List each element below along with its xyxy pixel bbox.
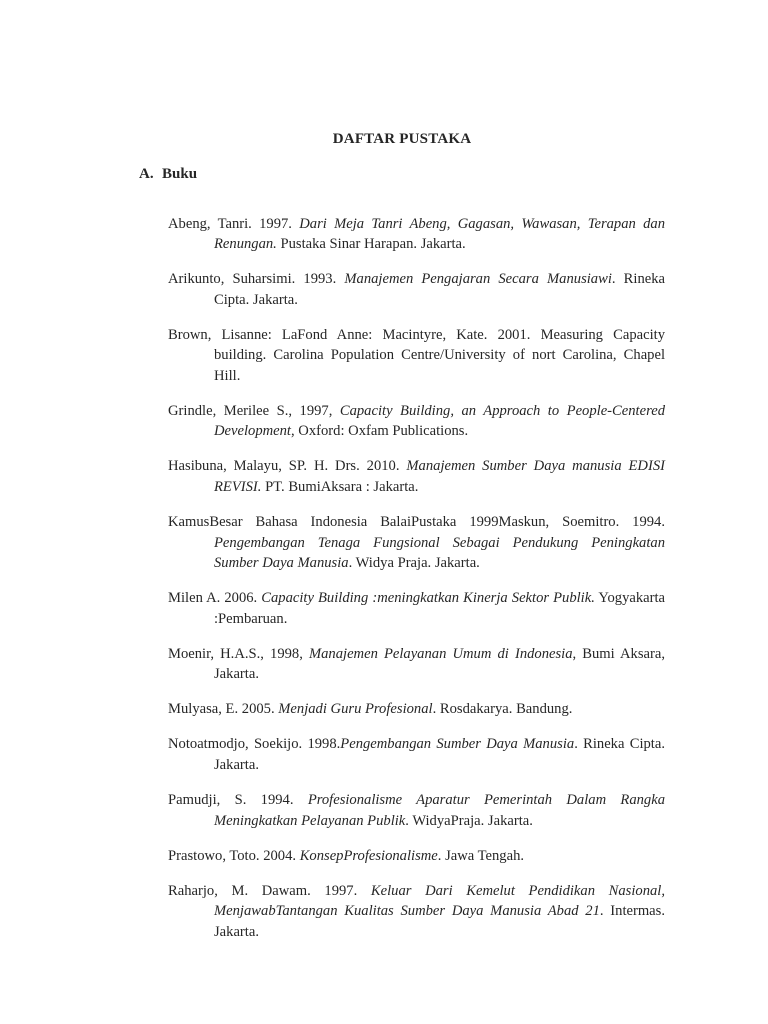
reference-entry	[168, 269, 665, 310]
reference-title: Keluar Dari Kemelut Pendidikan Nasional, MenjawabTantangan Kualitas Sumber Daya Manusia Abad 21	[214, 882, 665, 920]
reference-text: , Bumi Aksara, Jakarta.	[214, 645, 665, 683]
reference-text: KamusBesar Bahasa Indonesia BalaiPustaka 1999Maskun, Soemitro. 1994.	[168, 514, 665, 531]
reference-title: Capacity Building, an Approach to People-Centered Development	[214, 402, 665, 440]
reference-text: Mulyasa, E. 2005.	[168, 701, 279, 718]
reference-text: , Oxford: Oxfam Publications.	[291, 423, 469, 440]
section-label: Buku	[162, 166, 198, 182]
reference-entry	[168, 512, 665, 574]
reference-text: Abeng, Tanri. 1997.	[168, 215, 300, 232]
reference-title: Dari Meja Tanri Abeng, Gagasan, Wawasan, Terapan dan Renungan.	[214, 215, 666, 253]
reference-title: Manajemen Sumber Daya manusia EDISI REVISI.	[214, 458, 665, 495]
reference-text: Pustaka Sinar Harapan. Jakarta.	[276, 236, 466, 253]
reference-title: Manajemen Pelayanan Umum di Indonesia	[308, 645, 573, 662]
reference-text: . Rineka Cipta. Jakarta.	[214, 271, 665, 308]
reference-title: Manajemen Pengajaran Secara Manusiawi	[344, 271, 612, 288]
reference-entry	[168, 325, 665, 387]
reference-title: Profesionalisme Aparatur Pemerintah Dalam Rangka Meningkatkan Pelayanan Publik	[214, 792, 665, 829]
reference-entry	[168, 734, 665, 775]
reference-text: PT. BumiAksara : Jakarta.	[261, 478, 419, 495]
reference-entry	[168, 881, 665, 943]
reference-text: Milen A. 2006.	[168, 590, 262, 607]
reference-text: Yogyakarta :Pembaruan.	[214, 590, 666, 627]
reference-text: Raharjo, M. Dawam. 1997.	[168, 882, 371, 899]
reference-entry	[168, 456, 665, 497]
reference-title: Menjadi Guru Profesional	[278, 701, 433, 718]
reference-entry	[168, 644, 665, 685]
page-title: DAFTAR PUSTAKA	[332, 131, 472, 147]
section-heading	[139, 166, 197, 183]
reference-title: KonsepProfesionalisme	[299, 847, 438, 864]
reference-title: Pengembangan Tenaga Fungsional Sebagai Pendukung Peningkatan Sumber Daya Manusia	[214, 534, 665, 572]
reference-title: Capacity Building :meningkatkan Kinerja Sektor Publik.	[261, 590, 595, 607]
reference-text: . Rineka Cipta. Jakarta.	[214, 736, 665, 773]
reference-text: . WidyaPraja. Jakarta.	[405, 812, 533, 829]
reference-text: Prastowo, Toto. 2004.	[168, 847, 300, 864]
reference-text: . Rosdakarya. Bandung.	[432, 701, 573, 718]
reference-entry	[168, 699, 665, 720]
reference-entry	[168, 790, 665, 831]
section-letter: A.	[139, 166, 154, 182]
reference-text: . Intermas. Jakarta.	[214, 903, 665, 940]
reference-text: Arikunto, Suharsimi. 1993.	[168, 271, 345, 288]
reference-entry	[168, 846, 665, 867]
reference-text: Pamudji, S. 1994.	[168, 792, 308, 809]
reference-list	[168, 199, 665, 956]
reference-text: . Jawa Tengah.	[437, 847, 525, 864]
reference-entry	[168, 401, 665, 442]
reference-entry	[168, 588, 665, 629]
reference-text: . Widya Praja. Jakarta.	[348, 555, 480, 572]
reference-text: Notoatmodjo, Soekijo. 1998.	[168, 736, 341, 753]
reference-title: Pengembangan Sumber Daya Manusia	[340, 736, 575, 753]
reference-text: Hasibuna, Malayu, SP. H. Drs. 2010.	[168, 458, 407, 475]
reference-text: Brown, Lisanne: LaFond Anne: Macintyre, Kate. 2001. Measuring Capacity building. Carolina Population Centre/University of nort Carolina, Chapel Hill.	[168, 326, 665, 384]
reference-text: Moenir, H.A.S., 1998,	[168, 645, 309, 662]
reference-text: Grindle, Merilee S., 1997,	[168, 402, 340, 419]
reference-entry	[168, 214, 665, 255]
